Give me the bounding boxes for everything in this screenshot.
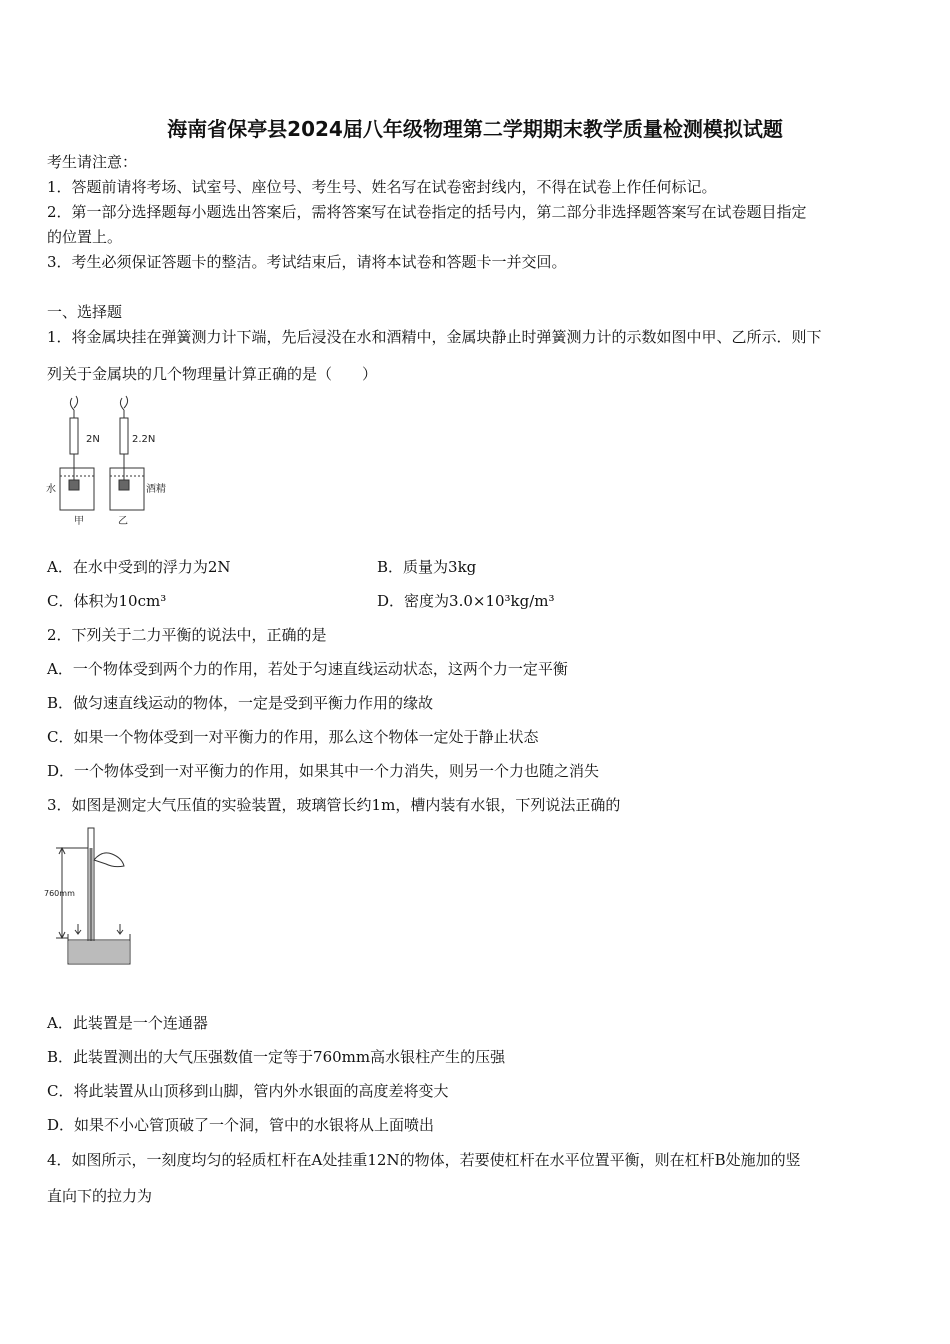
right-reading: 2.2N [132, 434, 156, 445]
left-reading: 2N [86, 434, 100, 445]
q3-option-c: C．将此装置从山顶移到山脚，管内外水银面的高度差将变大 [47, 1082, 449, 1100]
q4-stem-line1: 4．如图所示，一刻度均匀的轻质杠杆在A处挂重12N的物体，若要使杠杆在水平位置平衡，则在杠杆B处施加的竖 [47, 1151, 801, 1169]
section-heading: 一、选择题 [47, 303, 123, 321]
q1-stem-line2: 列关于金属块的几个物理量计算正确的是（ ） [47, 365, 378, 383]
q1-figure [44, 392, 174, 532]
q2-stem: 2．下列关于二力平衡的说法中，正确的是 [47, 626, 327, 644]
height-label: 760mm [44, 889, 75, 898]
q2-option-d: D．一个物体受到一对平衡力的作用，如果其中一个力消失，则另一个力也随之消失 [47, 762, 600, 780]
q1-option-b: B．质量为3kg [377, 558, 477, 576]
q1-stem-line1: 1．将金属块挂在弹簧测力计下端，先后浸没在水和酒精中，金属块静止时弹簧测力计的示数如图中甲、乙所示．则下 [47, 328, 822, 346]
q1-option-a: A．在水中受到的浮力为2N [47, 558, 231, 576]
notice-item-2-cont: 的位置上。 [47, 228, 123, 246]
q1-option-d: D．密度为3.0×10³kg/m³ [377, 592, 555, 610]
q2-option-a: A．一个物体受到两个力的作用，若处于匀速直线运动状态，这两个力一定平衡 [47, 660, 568, 678]
left-liquid-label: 水 [46, 484, 56, 495]
notice-item-1: 1．答题前请将考场、试室号、座位号、考生号、姓名写在试卷密封线内，不得在试卷上作任何标记。 [47, 178, 717, 196]
q3-figure [44, 826, 144, 971]
q2-option-c: C．如果一个物体受到一对平衡力的作用，那么这个物体一定处于静止状态 [47, 728, 539, 746]
right-liquid-label: 酒精 [146, 484, 166, 495]
q3-option-b: B．此装置测出的大气压强数值一定等于760mm高水银柱产生的压强 [47, 1048, 506, 1066]
spring-scale-left [60, 396, 94, 510]
q3-option-a: A．此装置是一个连通器 [47, 1014, 208, 1032]
spring-scale-right [110, 396, 144, 510]
q3-stem: 3．如图是测定大气压值的实验装置，玻璃管长约1m，槽内装有水银，下列说法正确的 [47, 796, 621, 814]
notice-item-3: 3．考生必须保证答题卡的整洁。考试结束后，请将本试卷和答题卡一并交回。 [47, 253, 567, 271]
q2-option-b: B．做匀速直线运动的物体，一定是受到平衡力作用的缘故 [47, 694, 434, 712]
left-caption: 甲 [74, 516, 84, 527]
page-title: 海南省保亭县2024届八年级物理第二学期期末教学质量检测模拟试题 [167, 117, 783, 141]
right-caption: 乙 [118, 516, 128, 527]
notice-heading: 考生请注意： [47, 153, 138, 171]
q4-stem-line2: 直向下的拉力为 [47, 1187, 153, 1205]
q1-option-c: C．体积为10cm³ [47, 592, 167, 610]
q3-option-d: D．如果不小心管顶破了一个洞，管中的水银将从上面喷出 [47, 1116, 435, 1134]
notice-item-2: 2．第一部分选择题每小题选出答案后，需将答案写在试卷指定的括号内，第二部分非选择题答案写在试卷题目指定 [47, 203, 807, 221]
